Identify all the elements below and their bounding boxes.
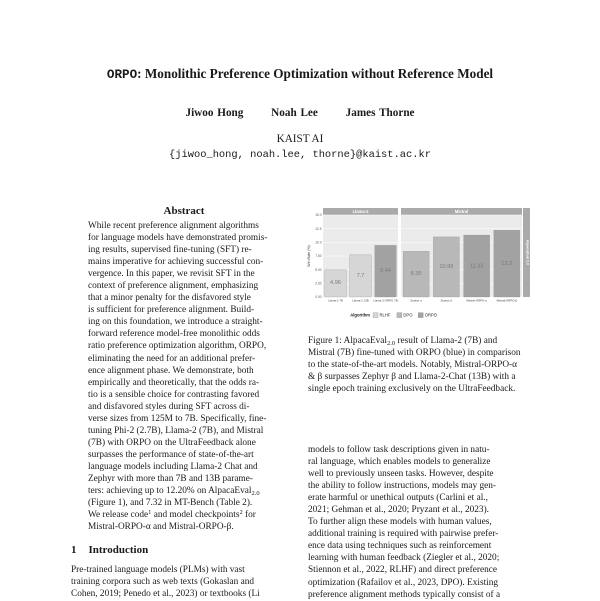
author-2: Noah Lee <box>271 107 318 119</box>
abstract-body <box>88 220 280 533</box>
abstract-line: tuning Phi-2 (2.7B), Llama-2 (7B), and Mistral <box>88 425 264 436</box>
bar-value-label: 9.44 <box>380 268 391 275</box>
abstract-line: (Figure 1), and 7.32 in MT-Bench (Table 2). <box>88 498 253 509</box>
bar-value-label: 7.7 <box>356 272 365 279</box>
legend-label: ORPO <box>424 312 438 318</box>
body-line: well to previously unseen tasks. However, despite <box>308 469 494 480</box>
x-tick-label: Llama-2-ORPO 7B <box>373 298 398 303</box>
panel-title: Mistral <box>454 208 469 214</box>
caption-subscript: 2.0 <box>387 340 396 347</box>
abstract-heading: Abstract <box>163 205 205 217</box>
abstract-line-alpaca <box>88 485 280 497</box>
title-rest: : Monolithic Preference Optimization without Reference Model <box>137 66 494 81</box>
x-tick-label: Llama-2 13B <box>352 298 369 303</box>
figure-caption <box>308 335 530 395</box>
abstract-line: vergence. In this paper, we revisit SFT in the <box>88 269 255 280</box>
release-text-c: for <box>242 510 256 521</box>
panel-title: Llama-2 <box>352 208 369 214</box>
y-tick-label: 15.0 <box>315 213 322 218</box>
x-tick-label: Mistral-ORPO-α <box>466 298 487 303</box>
intro-line: Pre-trained language models (PLMs) with vast <box>71 565 245 575</box>
body-line: optimization (Rafailov et al., 2023, DPO). Existing <box>308 577 499 588</box>
body-line: models to follow task descriptions given in natu- <box>308 445 490 455</box>
release-text-a: We release code <box>88 510 149 521</box>
y-tick-label: 2.50 <box>315 281 322 286</box>
legend-label: RLHF <box>379 312 391 318</box>
abstract-line: forward reference model-free monolithic odds <box>88 329 260 340</box>
email-list: {jiwoo_hong, noah.lee, thorne}@kaist.ac.kr <box>169 149 431 161</box>
caption-line: & β surpasses Zephyr β and Llama-2-Chat (13B) with a <box>308 372 516 382</box>
abstract-line: verse sizes from 125M to 7B. Specifically, fine- <box>88 413 267 424</box>
legend-label: DPO <box>403 312 413 318</box>
section-title: Introduction <box>88 544 149 556</box>
y-tick-label: 5.00 <box>315 267 322 272</box>
body-line: learning with human feedback (Ziegler et al., 2020; <box>308 553 500 564</box>
right-column-body <box>308 444 534 601</box>
caption-line <box>308 335 530 347</box>
body-line: Stiennon et al., 2022, RLHF) and direct preference <box>308 565 497 576</box>
abstract-line: that a minor penalty for the disfavored style <box>88 293 251 304</box>
body-line: erate harmful or unethical outputs (Carlini et al., <box>308 493 488 504</box>
bar-value-label: 4.96 <box>330 279 341 286</box>
abstract-line: ence alignment phase. We demonstrate, both <box>88 365 254 376</box>
footnote-2-marker[interactable]: 2 <box>239 509 243 517</box>
side-strip-label: AlpacaEval 2.0 <box>525 239 530 266</box>
body-line: To further align these models with human values, <box>308 517 492 528</box>
legend-swatch <box>373 313 378 318</box>
abstract-line: surpasses the performance of state-of-the-art <box>88 449 254 460</box>
abstract-line: tio is a sensible choice for contrasting favored <box>88 389 260 400</box>
x-tick-label: Mistral-ORPO-β <box>496 298 518 303</box>
intro-heading <box>71 544 148 556</box>
abstract-line: and disfavored styles during SFT across di- <box>88 401 250 412</box>
abstract-line-release <box>88 509 280 521</box>
footnote-1-marker[interactable]: 1 <box>148 509 152 517</box>
release-text-b: and model checkpoints <box>151 510 240 521</box>
body-line: the ability to follow instructions, models may gen- <box>308 481 496 492</box>
legend-swatch <box>418 313 423 318</box>
caption-text-b: result of Llama-2 (7B) and <box>395 336 498 346</box>
y-tick-label: 10.0 <box>315 240 322 245</box>
title-orpo: ORPO <box>106 68 138 82</box>
abstract-line: mains imperative for achieving successful con- <box>88 257 264 268</box>
abstract-line: for language models have demonstrated promis- <box>88 233 268 244</box>
bar-value-label: 11.33 <box>469 263 484 270</box>
abstract-line: context of preference alignment, emphasizing <box>88 281 259 292</box>
y-tick-label: 12.5 <box>315 226 322 231</box>
bar-value-label: 8.35 <box>410 271 422 278</box>
caption-line: to the state-of-the-art models. Notably, Mistral-ORPO-α <box>308 360 518 370</box>
abstract-line: ratio preference optimization algorithm, ORPO, <box>88 341 267 352</box>
abstract-line: While recent preference alignment algorithms <box>88 221 259 231</box>
body-line: ral language, which enables models to generalize <box>308 457 491 468</box>
caption-line: Mistral (7B) fine-tuned with ORPO (blue) in comparison <box>308 348 521 358</box>
intro-line: Cohen, 2019; Penedo et al., 2023) or textbooks (Li <box>71 589 260 600</box>
intro-line: training corpora such as web texts (Gokaslan and <box>71 577 255 588</box>
caption-text-a: Figure 1: AlpacaEval <box>308 336 388 346</box>
body-line: additional training is required with pairwise prefer- <box>308 529 499 540</box>
x-tick-label: Zephyr β <box>440 298 453 303</box>
abstract-line: empirically and theoretically, that the odds ra- <box>88 377 260 388</box>
paper-title <box>0 66 600 82</box>
figure-1-chart <box>306 199 534 331</box>
caption-line: single epoch training exclusively on the UltraFeedback. <box>308 384 516 394</box>
intro-body <box>71 564 287 600</box>
abstract-line: eliminating the need for an additional prefer- <box>88 353 256 364</box>
legend-swatch <box>397 313 402 318</box>
y-axis-title: Win Rate (%) <box>307 245 311 267</box>
abstract-line: is sufficient for preference alignment. Build- <box>88 305 255 316</box>
abstract-line: Zephyr with more than 7B and 13B parame- <box>88 473 253 484</box>
alpaca-text: ters: achieving up to 12.20% on AlpacaEval <box>88 486 252 497</box>
x-tick-label: Zephyr α <box>410 298 422 303</box>
section-number: 1 <box>71 544 77 556</box>
affiliation: KAIST AI <box>276 133 324 145</box>
alpaca-subscript: 2.0 <box>251 490 260 498</box>
abstract-line: language models including Llama-2 Chat and <box>88 461 258 472</box>
abstract-line: ing on this foundation, we introduce a straight- <box>88 317 263 328</box>
body-line: ence data using techniques such as reinforcement <box>308 541 492 552</box>
author-3: James Thorne <box>345 107 415 119</box>
y-tick-label: 0.00 <box>315 295 322 300</box>
legend-title: Algorithm <box>350 312 370 318</box>
bar-value-label: 12.2 <box>501 260 513 267</box>
author-list <box>0 107 600 119</box>
abstract-line: ing results, supervised fine-tuning (SFT) re- <box>88 245 252 256</box>
abstract-line: Mistral-ORPO-α and Mistral-ORPO-β. <box>88 522 234 533</box>
body-line: preference alignment methods typically consist of a <box>308 589 501 600</box>
x-tick-label: Llama-2 7B <box>328 298 343 303</box>
abstract-line: (7B) with ORPO on the UltraFeedback alone <box>88 437 256 448</box>
y-tick-label: 7.50 <box>315 254 322 259</box>
body-line: 2021; Gehman et al., 2020; Pryzant et al., 2023). <box>308 505 489 516</box>
author-1: Jiwoo Hong <box>185 107 244 119</box>
bar-value-label: 10.99 <box>439 264 454 271</box>
